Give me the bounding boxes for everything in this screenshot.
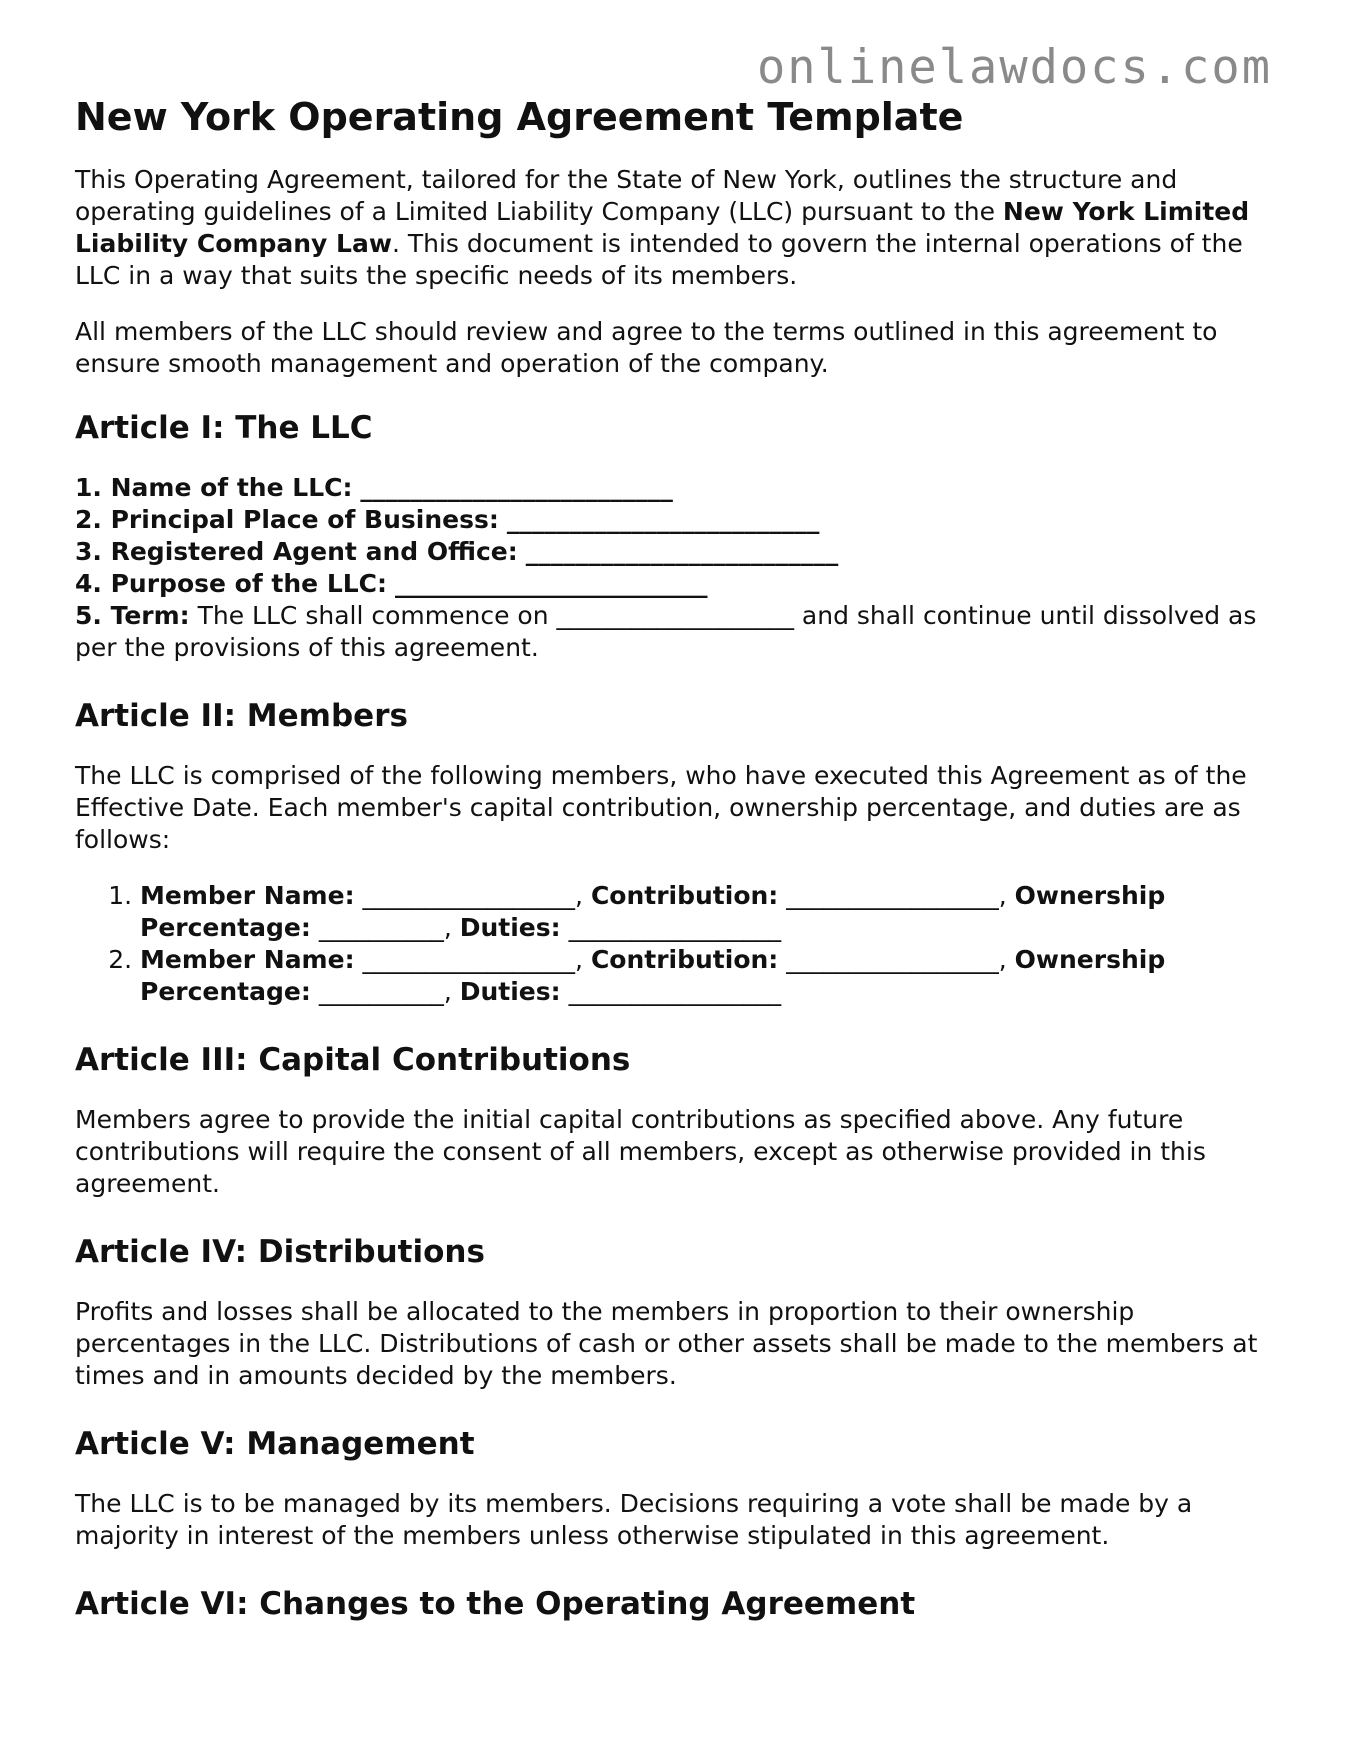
field-label: 3. Registered Agent and Office:: [75, 537, 518, 566]
field-blank[interactable]: _________________________: [525, 537, 839, 566]
article-1-heading: Article I: The LLC: [75, 410, 373, 446]
field-principal-place: [75, 504, 1285, 536]
article-2-heading: Article II: Members: [75, 698, 408, 734]
article-4-heading: Article IV: Distributions: [75, 1234, 485, 1270]
article-6-heading: Article VI: Changes to the Operating Agreement: [75, 1586, 916, 1622]
field-label: 4. Purpose of the LLC:: [75, 569, 388, 598]
member-name-blank[interactable]: _________________: [362, 881, 576, 910]
intro-paragraph-1: [75, 164, 1285, 292]
duties-label: Duties:: [459, 913, 561, 942]
article-5-body: The LLC is to be managed by its members. Decisions requiring a vote shall be made by a majority in interest of the members unless otherwise stipulated in this agreement.: [75, 1489, 1193, 1550]
contribution-label: Contribution:: [590, 945, 779, 974]
intro-paragraph-2: All members of the LLC should review and agree to the terms outlined in this agreement to ensure smooth management and operation of the company.: [75, 317, 1218, 378]
field-term: [75, 600, 1285, 664]
field-label: 5. Term:: [75, 601, 190, 630]
article-1-fields: [75, 472, 1285, 664]
article-2-body: The LLC is comprised of the following members, who have executed this Agreement as of the Effective Date. Each member's capital contribution, ownership percentage, and duties are as follows:: [75, 761, 1247, 854]
article-3-heading: Article III: Capital Contributions: [75, 1042, 631, 1078]
ownership-blank[interactable]: __________: [318, 913, 444, 942]
field-registered-agent: [75, 536, 1285, 568]
field-blank[interactable]: ___________________: [556, 601, 794, 630]
field-blank[interactable]: _________________________: [394, 569, 708, 598]
document-page: [75, 92, 1285, 1624]
article-4-body: Profits and losses shall be allocated to the members in proportion to their ownership percentages in the LLC. Distributions of cash or other assets shall be made to the members at times and in amounts decided by the members.: [75, 1297, 1258, 1390]
field-purpose: [75, 568, 1285, 600]
member-name-label: Member Name:: [140, 881, 355, 910]
member-name-label: Member Name:: [140, 945, 355, 974]
intro-text-1: This Operating Agreement, tailored for the State of New York, outlines the structure and operating guidelines of a Limited Liability Company (LLC) pursuant to the: [75, 165, 1178, 226]
contribution-blank[interactable]: _________________: [786, 881, 999, 910]
member-name-blank[interactable]: _________________: [362, 945, 576, 974]
contribution-blank[interactable]: _________________: [786, 945, 999, 974]
duties-blank[interactable]: _________________: [568, 977, 782, 1006]
contribution-label: Contribution:: [590, 881, 779, 910]
duties-blank[interactable]: _________________: [568, 913, 782, 942]
article-5-heading: Article V: Management: [75, 1426, 475, 1462]
field-blank[interactable]: _________________________: [506, 505, 820, 534]
intro-text-2: . This document is intended to govern the internal operations of the LLC in a way that suits the specific needs of its members.: [75, 229, 1243, 290]
document-title: New York Operating Agreement Template: [75, 95, 964, 139]
member-list: [75, 880, 1285, 1008]
term-text-1: The LLC shall commence on: [189, 601, 557, 630]
term-text-2: and shall continue until dissolved as per the provisions of this agreement.: [75, 601, 1257, 662]
intro-law-name: New York Limited Liability Company Law: [75, 197, 1250, 258]
ownership-blank[interactable]: __________: [318, 977, 444, 1006]
ownership-label: Ownership Percentage:: [140, 945, 1166, 1006]
field-label: 1. Name of the LLC:: [75, 473, 353, 502]
field-llc-name: [75, 472, 1285, 504]
article-3-body: Members agree to provide the initial capital contributions as specified above. Any future contributions will require the consent of all members, except as otherwise provided in this agreement.: [75, 1105, 1206, 1198]
member-item: 2. Member Name: _________________, Contribution: _________________, Ownership Percentage: __________, Duties: _________________: [140, 944, 1285, 1008]
watermark: onlinelawdocs.com: [756, 40, 1272, 95]
duties-label: Duties:: [459, 977, 561, 1006]
member-item: 1. Member Name: _________________, Contribution: _________________, Ownership Percentage: __________, Duties: _________________: [140, 880, 1285, 944]
field-label: 2. Principal Place of Business:: [75, 505, 499, 534]
ownership-label: Ownership Percentage:: [140, 881, 1166, 942]
field-blank[interactable]: _________________________: [360, 473, 673, 502]
